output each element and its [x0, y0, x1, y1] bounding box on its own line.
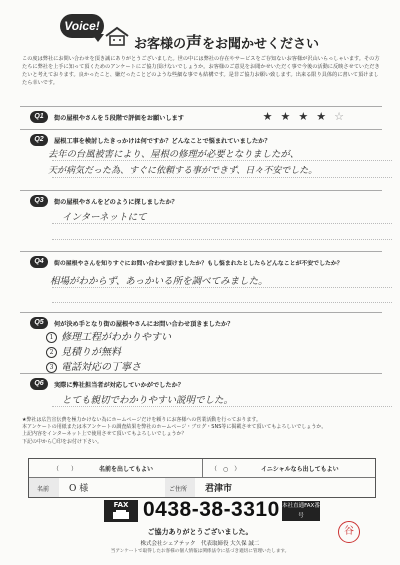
q5-badge: Q5 [30, 317, 48, 329]
voice-bubble-tail [92, 34, 104, 42]
header [0, 0, 400, 50]
q3-answer: インターネットにて [62, 212, 147, 223]
opt-name-label: 名前を出してもよい [99, 466, 154, 473]
q5-item-3 [46, 358, 141, 373]
title-suffix: をお聞かせください [202, 37, 320, 52]
consent-divider [202, 459, 203, 477]
title-prefix: お客様の [134, 37, 187, 52]
answer-rule [52, 160, 392, 161]
answer-rule [52, 223, 392, 224]
company-line: 株式会社シェアテック 代表取締役 大久保 誠二 [140, 541, 260, 547]
name-value: O 様 [69, 484, 89, 494]
q3-badge: Q3 [30, 195, 48, 207]
q2-answer-line2: 天が病気だった為、すぐに依頼する事ができず、日々不安でした。 [48, 166, 318, 176]
opt-initial-mark[interactable]: （ ○ ） [211, 466, 241, 473]
thanks-text: ご協力ありがとうございました。 [147, 528, 253, 536]
q5-text: 何が決め手となり街の屋根やさんにお問い合わせ頂きましたか？ [54, 321, 234, 328]
q5-item-2 [46, 343, 121, 358]
answer-rule [52, 177, 392, 178]
item-text: 見積りが無料 [61, 347, 121, 358]
fax-label: FAX [113, 501, 129, 509]
question-6 [20, 373, 382, 416]
house-icon [104, 26, 130, 46]
answer-rule [52, 302, 392, 303]
item-text: 電話対応の丁寧さ [61, 362, 141, 373]
answer-rule [52, 406, 392, 407]
note-line-2: 本アンケートの用紙または本アンケートの調査結果を弊社のホームページ・ブログ・SNS等に掲載させて頂いてもよろしいでしょうか。 [22, 424, 327, 431]
answer-rule [52, 287, 392, 288]
item-number: 3 [46, 362, 57, 373]
fax-machine-icon [111, 510, 131, 520]
usage-notes [22, 417, 382, 446]
item-number: 2 [46, 347, 57, 358]
q6-badge: Q6 [30, 378, 48, 390]
rating-stars [263, 110, 352, 123]
item-number: 1 [46, 332, 57, 343]
q3-text: 街の屋根やさんをどのように探しましたか？ [54, 199, 178, 206]
q2-badge: Q2 [30, 134, 48, 146]
seal-stamp: 谷 [338, 521, 360, 543]
filled-stars: ★★★★ [262, 110, 335, 123]
empty-star: ☆ [334, 110, 352, 123]
question-2 [20, 129, 382, 188]
name-label: 名前 [37, 486, 50, 493]
q6-answer: とても親切でわかりやすい説明でした。 [62, 395, 234, 406]
question-3 [20, 190, 382, 249]
q1-text: 街の屋根やさんを５段階で評価をお願いします [54, 115, 184, 122]
note-line-3: 上記内容をインターネット上で使用させて頂いてもよろしいでしょうか？ [22, 431, 187, 438]
q6-text: 実際に弊社担当者が対応していかがでしたか？ [54, 382, 184, 389]
q5-item-1 [46, 328, 171, 343]
q2-text: 屋根工事を検討したきっかけは何ですか？どんなことで悩まれていましたか？ [54, 138, 271, 145]
address-value: 君津市 [205, 484, 233, 494]
q1-badge: Q1 [30, 111, 48, 123]
opt-initial-label: イニシャルなら出してもよい [261, 466, 339, 473]
q2-answer-line1: 去年の台風被害により、屋根の修理が必要となりましたが、 [48, 149, 300, 160]
answer-rule [52, 239, 392, 240]
fax-direct-label: 本社直通FAX番号 [282, 503, 320, 519]
publication-consent-table [28, 458, 376, 498]
question-4 [20, 251, 382, 310]
fax-icon-box [104, 500, 138, 522]
q4-badge: Q4 [30, 256, 48, 268]
title-highlight: 声 [186, 33, 203, 52]
intro-text: この度は弊社にお問い合わせを頂き誠にありがとうございました。世の中には弊社の存在やサービスをご存知ないお客様が沢山いらっしゃいます。その方たちに弊社を上手に知って頂くためのアンケートにご協力頂けないでしょうか。お客様のご意見をお聞かせいただく事で今後の活動に反映させていただきたいと考えております。良かったこと、嫌だったことどのような些細な事でも結構です。是非ご協力お願い致します。出来る限り具体的に書いて頂けましたら幸いです。 [22, 56, 380, 86]
voice-badge: Voice! [60, 14, 104, 38]
note-line-1: ★弊社は広告宣伝費を極力かけない為にホームページだけを頼りにお客様への営業活動を行っております。 [22, 417, 261, 423]
q4-answer: 相場がわからず、あっかいる所を調べてみました。 [50, 276, 268, 287]
question-1 [20, 106, 382, 127]
privacy-note: 当アンケートで取得したお客様の個人情報は関係法令に基づき適切に管理いたします。 [110, 549, 290, 554]
fax-number[interactable]: 0438-38-3310 [143, 498, 280, 521]
page-title [134, 30, 319, 53]
note-line-4: 下記の中から〇印をお付け下さい。 [22, 438, 103, 445]
address-label: ご住所 [169, 486, 188, 493]
opt-name-mark[interactable]: （ ） [53, 466, 78, 473]
item-text: 修理工程がわかりやすい [61, 332, 171, 343]
q4-text: 街の屋根やさんを知りすぐにお問い合わせ頂けましたか？もし悩まれたとしたらどんなことが不安でしたか？ [54, 261, 343, 267]
